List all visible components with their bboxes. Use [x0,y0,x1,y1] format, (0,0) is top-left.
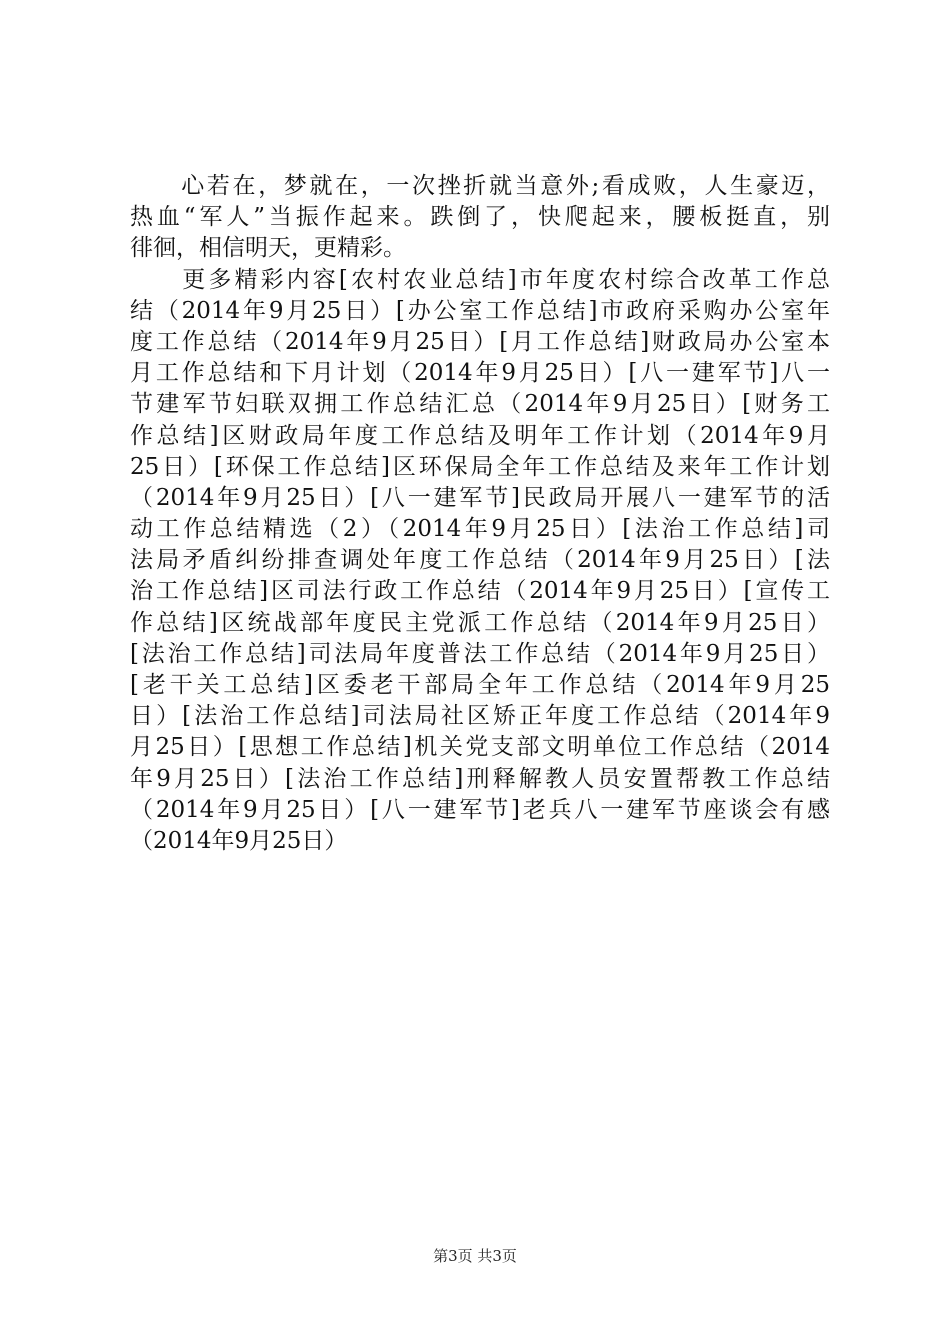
paragraph-1-line-3: 徘徊，相信明天，更精彩。 [130,235,406,262]
paragraph-2-line-12: 作总结]区统战部年度民主党派工作总结（2014年9月25日） [130,609,830,636]
paragraph-2-line-1: 更多精彩内容[农村农业总结]市年度农村综合改革工作总 [130,266,830,293]
paragraph-2-line-13: [法治工作总结]司法局年度普法工作总结（2014年9月25日） [130,640,830,667]
page-number-footer: 第3页 共3页 [433,1247,517,1265]
paragraph-2-line-16: 月25日）[思想工作总结]机关党支部文明单位工作总结（2014 [130,734,830,761]
paragraph-2-line-8: （2014年9月25日）[八一建军节]民政局开展八一建军节的活 [130,484,830,511]
paragraph-2-line-18: （2014年9月25日）[八一建军节]老兵八一建军节座谈会有感 [130,796,830,823]
paragraph-2-line-17: 年9月25日）[法治工作总结]刑释解教人员安置帮教工作总结 [130,765,830,792]
paragraph-2-line-19: （2014年9月25日） [130,827,348,854]
paragraph-2-line-3: 度工作总结（2014年9月25日）[月工作总结]财政局办公室本 [130,328,830,355]
paragraph-2-line-14: [老干关工总结]区委老干部局全年工作总结（2014年9月25 [130,672,830,698]
paragraph-2-line-9: 动工作总结精选（2）（2014年9月25日）[法治工作总结]司 [130,516,830,543]
document-body [130,171,830,857]
paragraph-2-line-11: 治工作总结]区司法行政工作总结（2014年9月25日）[宣传工 [130,578,830,605]
paragraph-2-line-7: 25日）[环保工作总结]区环保局全年工作总结及来年工作计划 [130,453,830,480]
paragraph-2-line-6: 作总结]区财政局年度工作总结及明年工作计划（2014年9月 [130,422,830,449]
paragraph-1-line-2: 热血“军人”当振作起来。跌倒了，快爬起来，腰板挺直，别 [130,204,830,231]
paragraph-2-line-10: 法局矛盾纠纷排查调处年度工作总结（2014年9月25日）[法 [130,547,830,574]
paragraph-2-line-2: 结（2014年9月25日）[办公室工作总结]市政府采购办公室年 [130,297,830,324]
paragraph-2-line-5: 节建军节妇联双拥工作总结汇总（2014年9月25日）[财务工 [130,391,831,418]
paragraph-2-line-4: 月工作总结和下月计划（2014年9月25日）[八一建军节]八一 [130,360,830,387]
paragraph-2-line-15: 日）[法治工作总结]司法局社区矫正年度工作总结（2014年9 [130,703,830,730]
paragraph-1-line-1: 心若在，梦就在，一次挫折就当意外;看成败，人生豪迈， [130,173,830,199]
